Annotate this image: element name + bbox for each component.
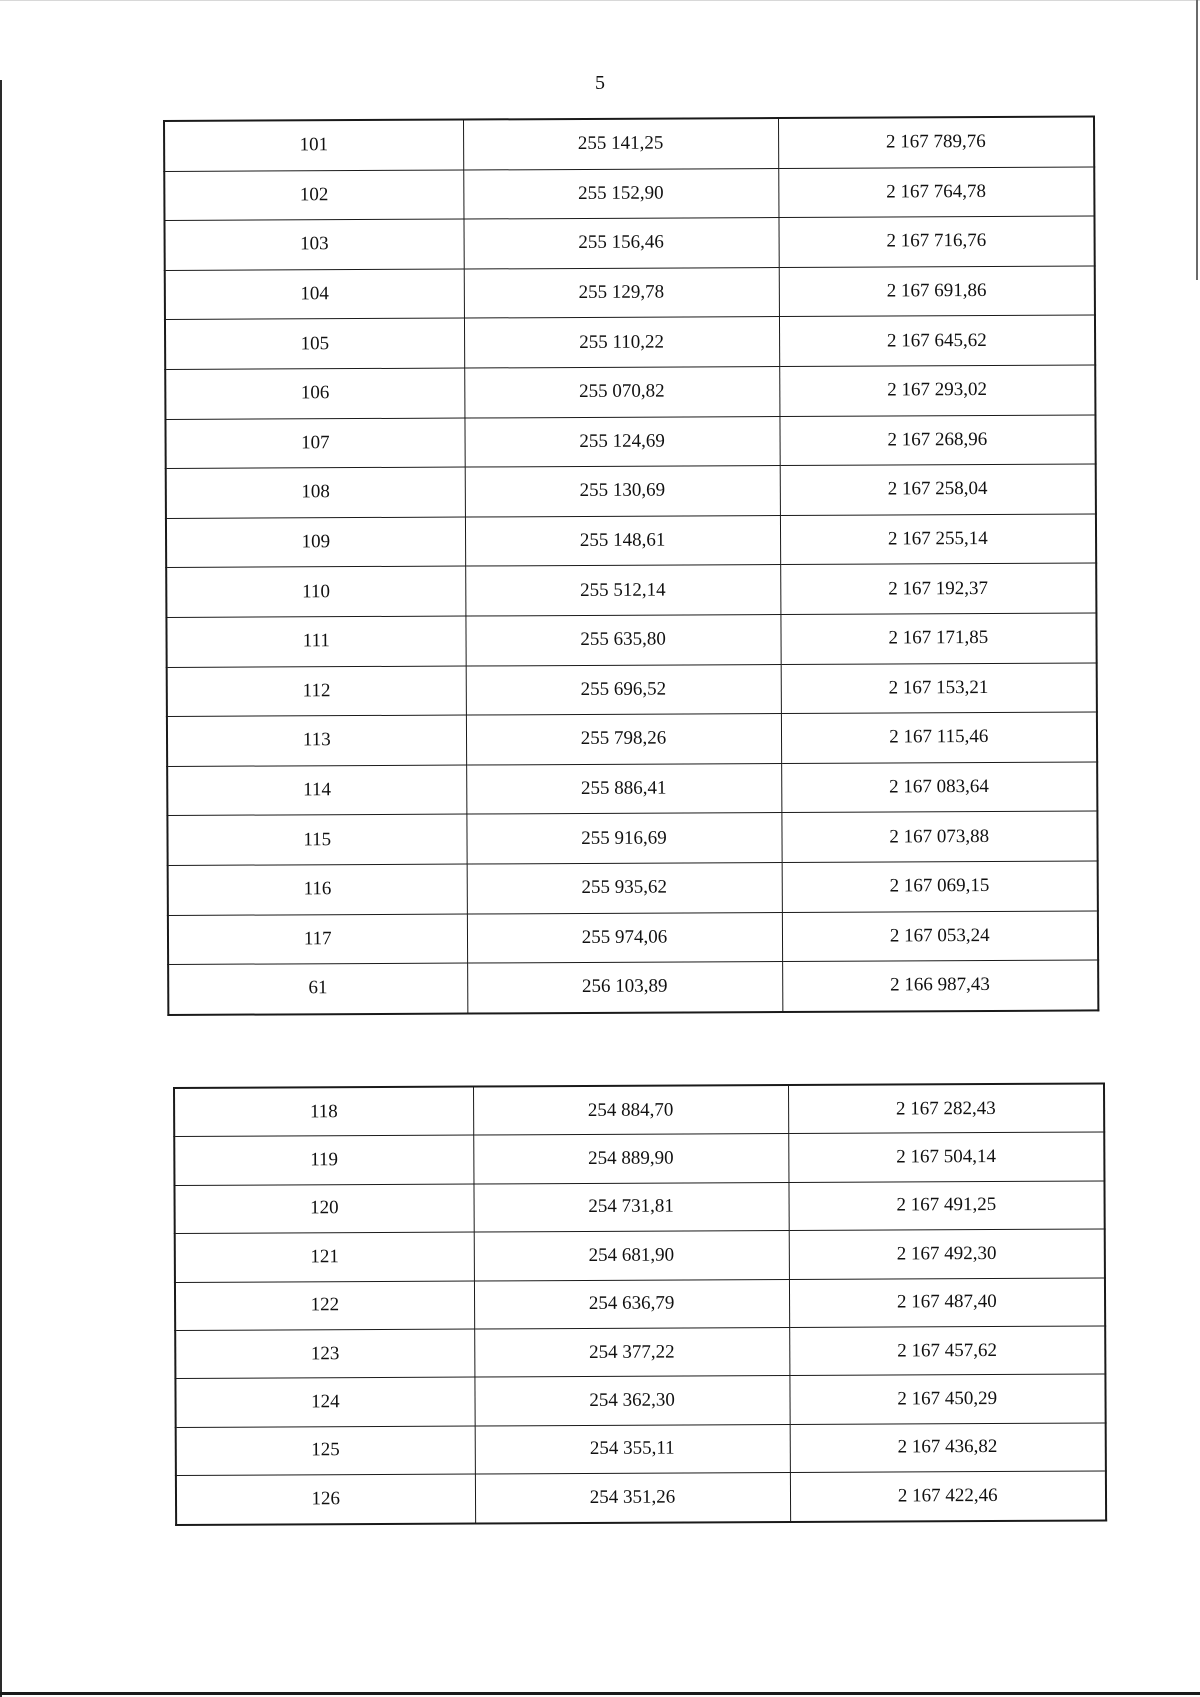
point-number-cell: 105 — [165, 318, 464, 369]
y-coordinate-cell: 2 167 691,86 — [779, 266, 1095, 317]
page-number: 5 — [595, 72, 605, 94]
x-coordinate-cell: 254 351,26 — [475, 1473, 790, 1523]
table-row — [175, 1278, 1105, 1331]
scan-edge-right — [1196, 0, 1198, 280]
scan-edge-bottom — [0, 1692, 1200, 1695]
point-number-cell: 116 — [168, 864, 467, 915]
x-coordinate-cell: 254 731,81 — [473, 1182, 788, 1232]
y-coordinate-cell: 2 167 073,88 — [781, 811, 1097, 862]
x-coordinate-cell: 255 110,22 — [464, 317, 779, 368]
table-row — [167, 662, 1097, 716]
y-coordinate-cell: 2 167 457,62 — [789, 1326, 1105, 1376]
y-coordinate-cell: 2 167 282,43 — [788, 1083, 1104, 1133]
x-coordinate-cell: 255 886,41 — [466, 763, 781, 814]
x-coordinate-cell: 255 130,69 — [465, 466, 780, 517]
point-number-cell: 118 — [174, 1087, 473, 1137]
table-row — [174, 1181, 1104, 1234]
scan-edge-top — [0, 0, 1200, 1]
table-row — [167, 811, 1097, 865]
table-row — [174, 1132, 1104, 1185]
table-row — [164, 167, 1094, 221]
point-number-cell: 120 — [174, 1184, 473, 1234]
x-coordinate-cell: 255 148,61 — [465, 515, 780, 566]
y-coordinate-cell: 2 167 422,46 — [790, 1471, 1106, 1521]
table-row — [166, 514, 1096, 568]
table-row — [176, 1423, 1106, 1476]
x-coordinate-cell: 255 141,25 — [463, 118, 778, 170]
x-coordinate-cell: 255 798,26 — [466, 714, 781, 765]
x-coordinate-cell: 255 129,78 — [464, 267, 779, 318]
point-number-cell: 117 — [168, 914, 467, 965]
y-coordinate-cell: 2 167 115,46 — [781, 712, 1097, 763]
table-row — [167, 712, 1097, 766]
y-coordinate-cell: 2 167 645,62 — [779, 315, 1095, 366]
point-number-cell: 104 — [165, 269, 464, 320]
point-number-cell: 125 — [176, 1426, 475, 1476]
y-coordinate-cell: 2 167 492,30 — [789, 1229, 1105, 1279]
x-coordinate-cell: 254 636,79 — [474, 1279, 789, 1329]
y-coordinate-cell: 2 167 487,40 — [789, 1278, 1105, 1328]
coordinates-table-1 — [163, 115, 1099, 1015]
x-coordinate-cell: 254 362,30 — [474, 1376, 789, 1426]
table-row — [165, 315, 1095, 369]
table-row — [168, 960, 1098, 1015]
point-number-cell: 109 — [166, 517, 465, 568]
point-number-cell: 119 — [174, 1135, 473, 1185]
y-coordinate-cell: 2 167 053,24 — [782, 910, 1098, 961]
y-coordinate-cell: 2 167 153,21 — [781, 662, 1097, 713]
point-number-cell: 61 — [168, 963, 467, 1015]
point-number-cell: 112 — [167, 666, 466, 717]
y-coordinate-cell: 2 166 987,43 — [782, 960, 1098, 1012]
point-number-cell: 102 — [164, 170, 463, 221]
table-row — [167, 762, 1097, 816]
y-coordinate-cell: 2 167 436,82 — [790, 1423, 1106, 1473]
point-number-cell: 124 — [175, 1377, 474, 1427]
x-coordinate-cell: 255 974,06 — [467, 912, 782, 963]
point-number-cell: 108 — [166, 467, 465, 518]
table-row — [166, 563, 1096, 617]
y-coordinate-cell: 2 167 716,76 — [778, 216, 1094, 267]
table-row — [174, 1083, 1104, 1136]
table-row — [165, 365, 1095, 419]
x-coordinate-cell: 255 635,80 — [465, 614, 780, 665]
point-number-cell: 115 — [167, 814, 466, 865]
y-coordinate-cell: 2 167 764,78 — [778, 167, 1094, 218]
y-coordinate-cell: 2 167 789,76 — [778, 116, 1094, 168]
x-coordinate-cell: 254 681,90 — [474, 1231, 789, 1281]
table-row — [164, 216, 1094, 270]
table-row — [168, 861, 1098, 915]
point-number-cell: 107 — [165, 418, 464, 469]
x-coordinate-cell: 254 889,90 — [473, 1134, 788, 1184]
table-row — [165, 266, 1095, 320]
point-number-cell: 101 — [164, 120, 463, 172]
y-coordinate-cell: 2 167 069,15 — [782, 861, 1098, 912]
x-coordinate-cell: 254 884,70 — [473, 1085, 788, 1135]
x-coordinate-cell: 256 103,89 — [467, 962, 782, 1014]
y-coordinate-cell: 2 167 268,96 — [779, 415, 1095, 466]
x-coordinate-cell: 254 377,22 — [474, 1327, 789, 1377]
table-row — [176, 1471, 1106, 1524]
y-coordinate-cell: 2 167 491,25 — [788, 1181, 1104, 1231]
x-coordinate-cell: 254 355,11 — [475, 1424, 790, 1474]
x-coordinate-cell: 255 916,69 — [466, 813, 781, 864]
point-number-cell: 122 — [175, 1281, 474, 1331]
point-number-cell: 106 — [165, 368, 464, 419]
x-coordinate-cell: 255 124,69 — [464, 416, 779, 467]
table-row — [164, 116, 1094, 171]
y-coordinate-cell: 2 167 293,02 — [779, 365, 1095, 416]
x-coordinate-cell: 255 696,52 — [466, 664, 781, 715]
point-number-cell: 113 — [167, 715, 466, 766]
table-row — [168, 910, 1098, 964]
x-coordinate-cell: 255 152,90 — [463, 168, 778, 219]
point-number-cell: 123 — [175, 1329, 474, 1379]
x-coordinate-cell: 255 512,14 — [465, 565, 780, 616]
table-row — [175, 1374, 1105, 1427]
table-row — [166, 464, 1096, 518]
point-number-cell: 126 — [176, 1474, 475, 1524]
x-coordinate-cell: 255 935,62 — [467, 862, 782, 913]
table-row — [165, 415, 1095, 469]
table-row — [166, 613, 1096, 667]
y-coordinate-cell: 2 167 450,29 — [789, 1374, 1105, 1424]
y-coordinate-cell: 2 167 258,04 — [780, 464, 1096, 515]
point-number-cell: 103 — [164, 219, 463, 270]
y-coordinate-cell: 2 167 504,14 — [788, 1132, 1104, 1182]
y-coordinate-cell: 2 167 192,37 — [780, 563, 1096, 614]
y-coordinate-cell: 2 167 171,85 — [780, 613, 1096, 664]
point-number-cell: 110 — [166, 566, 465, 617]
y-coordinate-cell: 2 167 083,64 — [781, 762, 1097, 813]
point-number-cell: 114 — [167, 765, 466, 816]
table-row — [175, 1326, 1105, 1379]
x-coordinate-cell: 255 070,82 — [464, 366, 779, 417]
point-number-cell: 111 — [166, 616, 465, 667]
table-row — [175, 1229, 1105, 1282]
scan-edge-left — [0, 80, 2, 1697]
coordinates-table-2 — [173, 1082, 1107, 1525]
point-number-cell: 121 — [175, 1232, 474, 1282]
x-coordinate-cell: 255 156,46 — [463, 218, 778, 269]
y-coordinate-cell: 2 167 255,14 — [780, 514, 1096, 565]
